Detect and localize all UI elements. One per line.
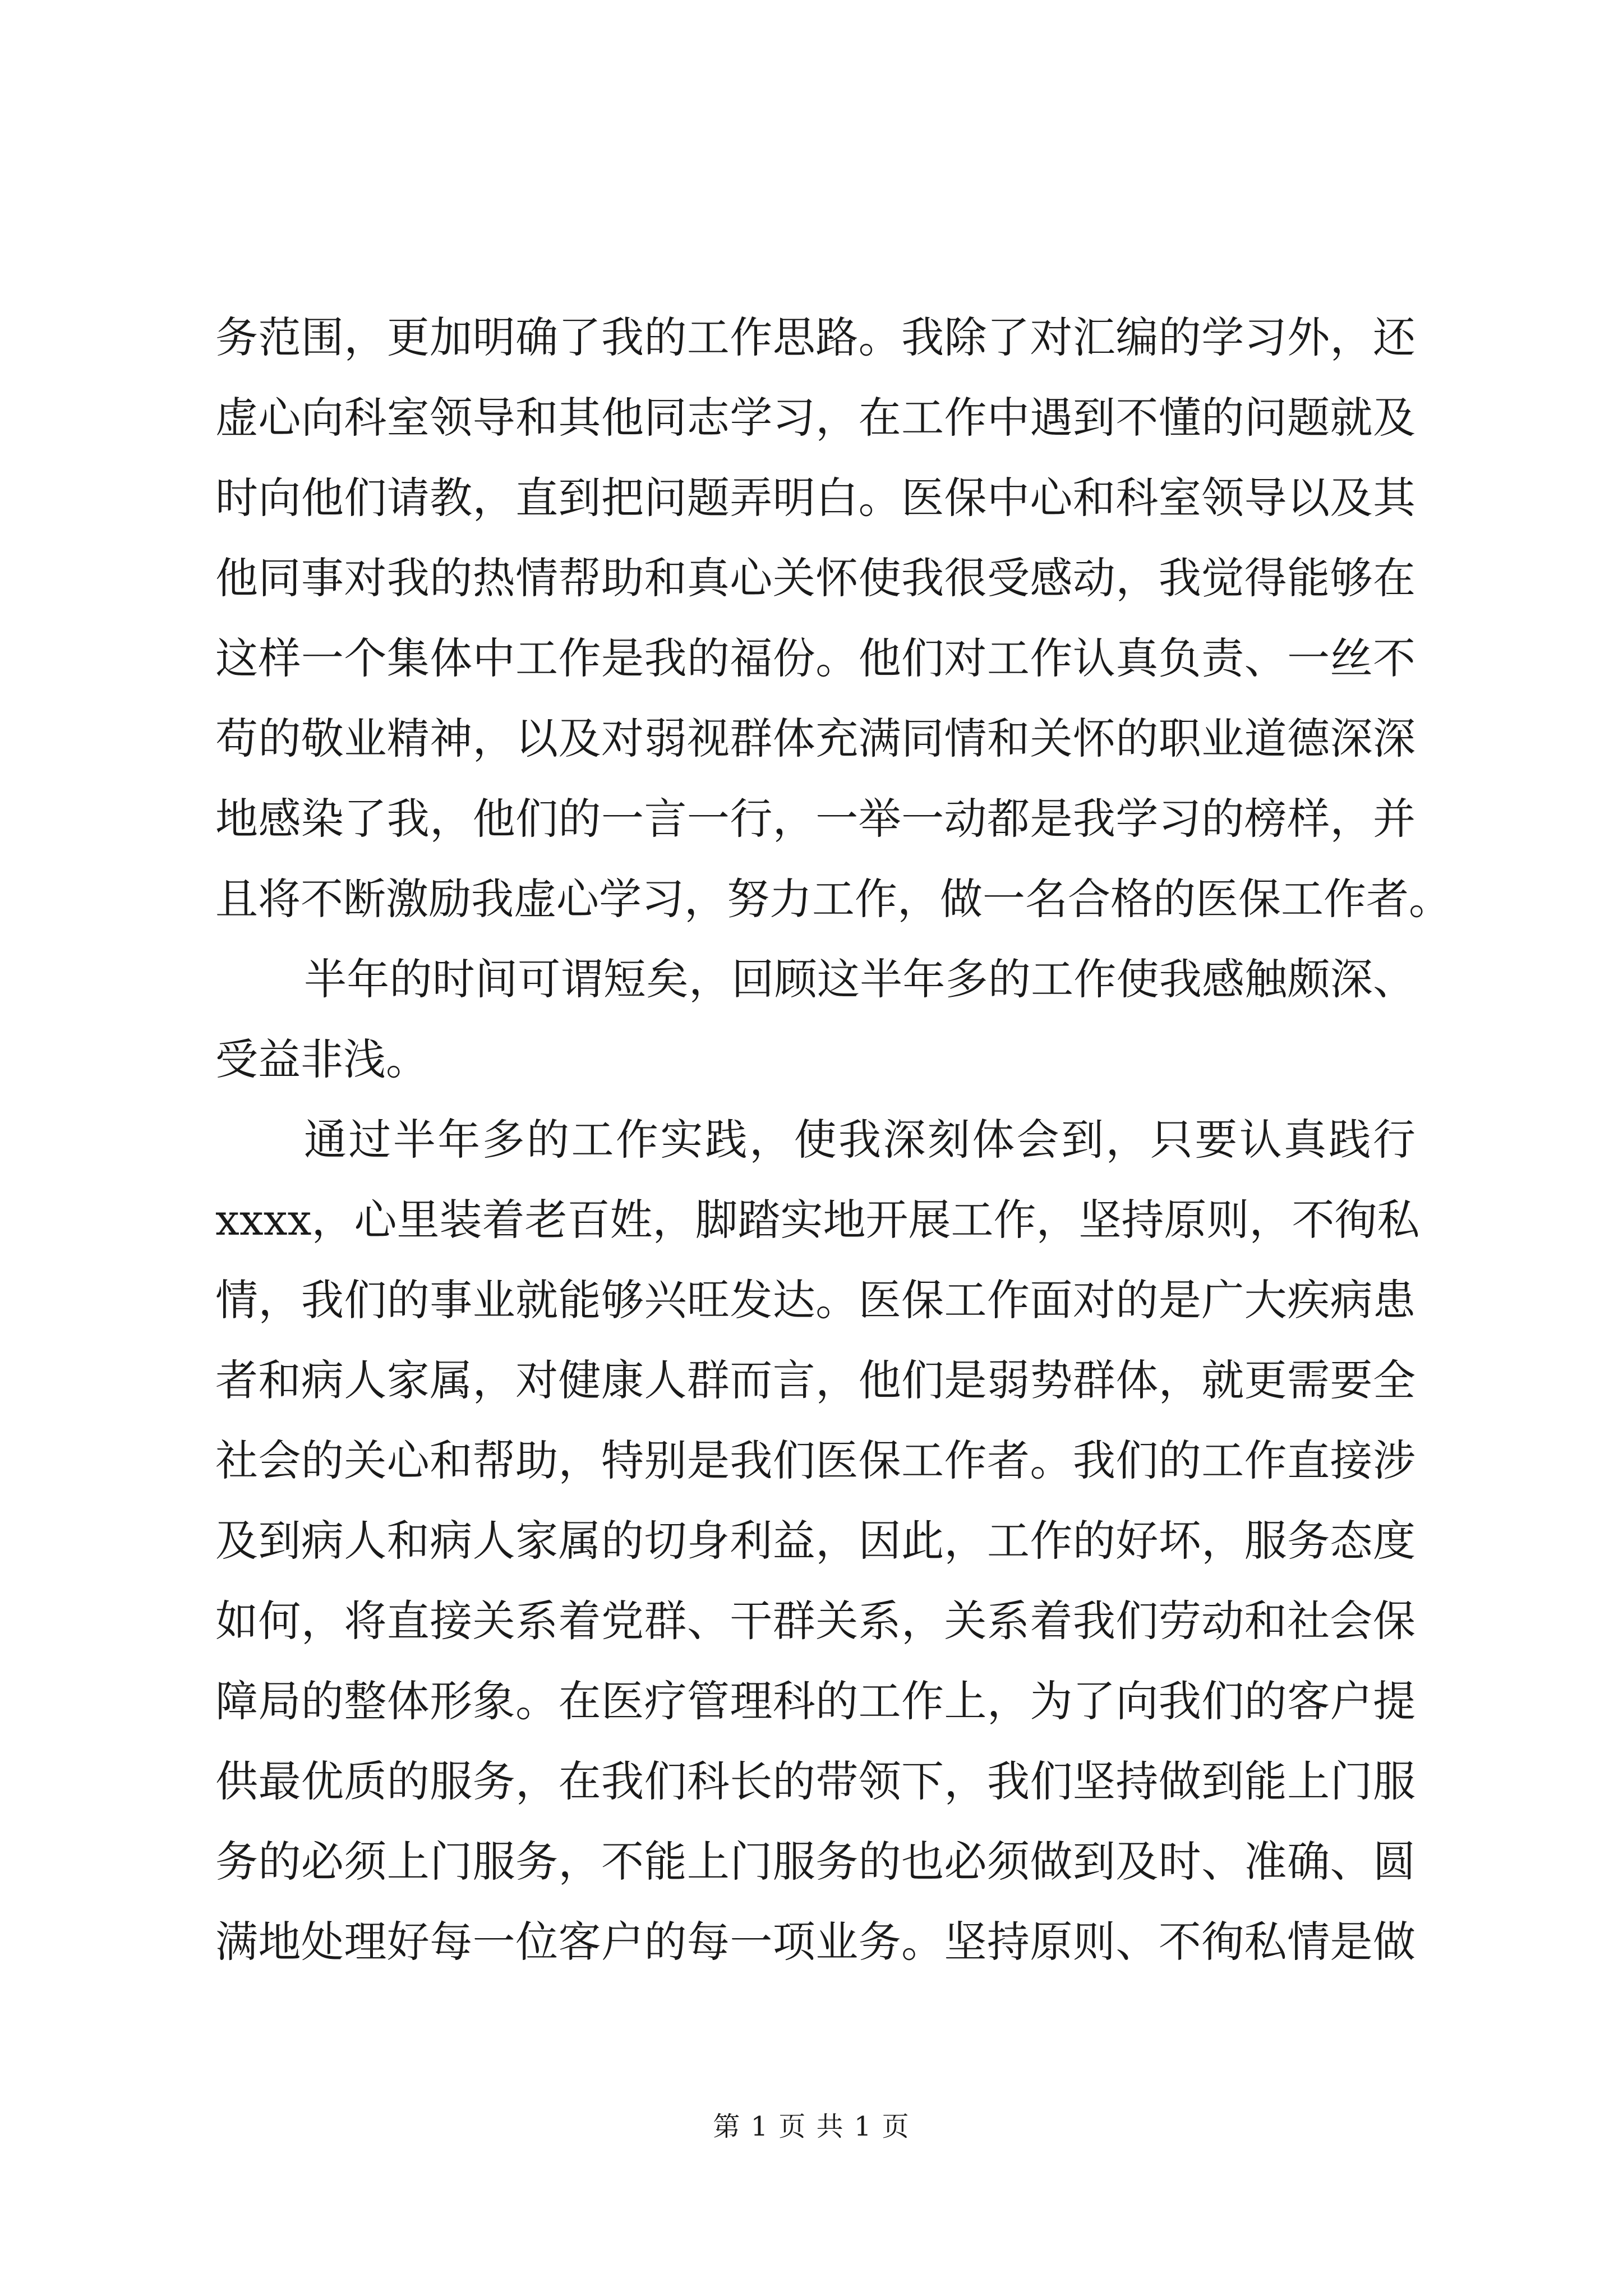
text-line: 这样一个集体中工作是我的福份。他们对工作认真负责、一丝不 — [215, 633, 1415, 683]
text-line: xxxx，心里装着老百姓，脚踏实地开展工作，坚持原则，不徇私 — [215, 1195, 1420, 1245]
text-line: 半年的时间可谓短矣，回顾这半年多的工作使我感触颇深、 — [304, 954, 1415, 1004]
text-line: 务范围，更加明确了我的工作思路。我除了对汇编的学习外，还 — [215, 312, 1415, 362]
page-footer — [0, 2105, 1623, 2143]
text-line: 满地处理好每一位客户的每一项业务。坚持原则、不徇私情是做 — [215, 1917, 1415, 1967]
text-line: 时向他们请教，直到把问题弄明白。医保中心和科室领导以及其 — [215, 473, 1415, 523]
text-line: 务的必须上门服务，不能上门服务的也必须做到及时、准确、圆 — [215, 1837, 1415, 1887]
text-line: 者和病人家属，对健康人群而言，他们是弱势群体，就更需要全 — [215, 1355, 1415, 1405]
text-line: 地感染了我，他们的一言一行，一举一动都是我学习的榜样，并 — [215, 794, 1415, 844]
text-line: 障局的整体形象。在医疗管理科的工作上，为了向我们的客户提 — [215, 1676, 1415, 1726]
document-body — [215, 297, 1451, 1982]
text-line: 苟的敬业精神，以及对弱视群体充满同情和关怀的职业道德深深 — [215, 714, 1415, 763]
text-line: 供最优质的服务，在我们科长的带领下，我们坚持做到能上门服 — [215, 1756, 1415, 1806]
text-line: 虚心向科室领导和其他同志学习，在工作中遇到不懂的问题就及 — [215, 393, 1415, 443]
text-line: 如何，将直接关系着党群、干群关系，关系着我们劳动和社会保 — [215, 1596, 1415, 1646]
text-line: 情，我们的事业就能够兴旺发达。医保工作面对的是广大疾病患 — [215, 1275, 1415, 1325]
text-line: 受益非浅。 — [215, 1034, 428, 1084]
text-line: 社会的关心和帮助，特别是我们医保工作者。我们的工作直接涉 — [215, 1435, 1415, 1485]
text-line: 且将不断激励我虚心学习，努力工作，做一名合格的医保工作者。 — [215, 874, 1451, 924]
text-line: 通过半年多的工作实践，使我深刻体会到，只要认真践行 — [304, 1115, 1415, 1165]
text-line: 及到病人和病人家属的切身利益，因此，工作的好坏，服务态度 — [215, 1516, 1415, 1566]
text-line: 他同事对我的热情帮助和真心关怀使我很受感动，我觉得能够在 — [215, 553, 1415, 603]
page-number-label: 第 1 页 共 1 页 — [713, 2111, 910, 2142]
